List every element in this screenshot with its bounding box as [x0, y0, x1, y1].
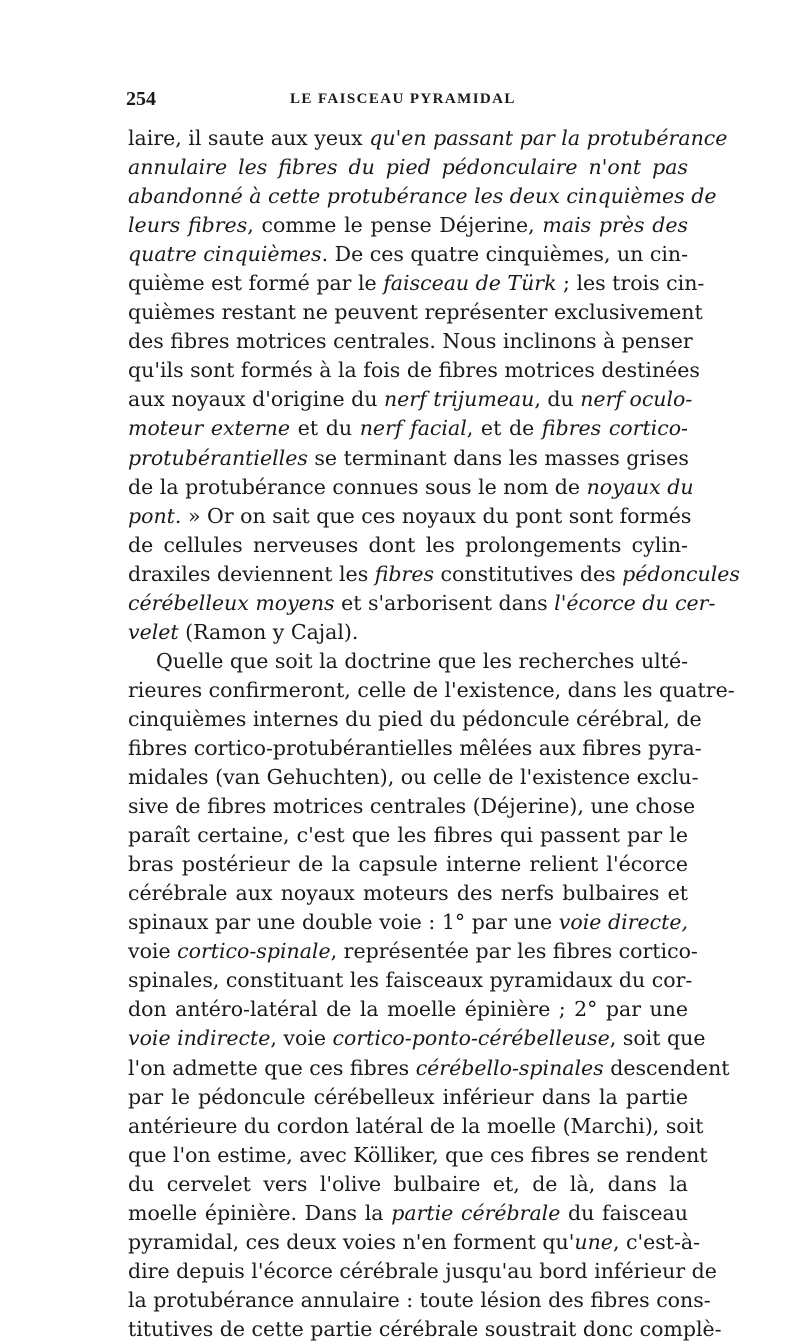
italic-text: mais près des: [542, 213, 688, 238]
italic-text: partie cérébrale: [391, 1200, 561, 1225]
text-span: , c'est-à-: [612, 1229, 701, 1254]
text-line: [128, 879, 688, 908]
text-line: [128, 995, 688, 1024]
text-span: cinquièmes internes du pied du pédoncule cérébral, de: [128, 706, 702, 731]
text-span: bras postérieur de la capsule interne relient l'écorce: [128, 852, 688, 877]
text-span: fibres cortico-protubérantielles mêlées aux fibres pyra-: [128, 735, 702, 760]
text-line: [128, 385, 693, 414]
italic-text: cérébello-spinales: [415, 1055, 604, 1080]
text-line: [128, 850, 688, 879]
running-head: LE FAISCEAU PYRAMIDAL: [290, 91, 516, 107]
text-line: [128, 908, 688, 937]
text-span: spinales, constituant les faisceaux pyramidaux du cor-: [128, 968, 693, 993]
text-span: antérieure du cordon latéral de la moelle (Marchi), soit: [128, 1113, 704, 1138]
italic-text: annulaire les fibres du pied pédonculaire n'ont pas: [128, 155, 688, 180]
italic-text: noyaux du: [586, 474, 694, 499]
text-span: don antéro-latéral de la moelle épinière ; 2° par une: [128, 997, 688, 1022]
italic-text: pont.: [128, 503, 182, 528]
text-line: [128, 1286, 711, 1315]
text-span: , soit que: [609, 1026, 706, 1051]
text-span: laire, il saute aux yeux: [128, 126, 370, 150]
text-line: [128, 937, 698, 966]
text-span: , comme le pense Déjerine,: [247, 213, 543, 238]
text-span: pyramidal, ces deux voies n'en forment qu': [128, 1229, 575, 1254]
text-span: des fibres motrices centrales. Nous inclinons à penser: [128, 329, 693, 354]
text-span: spinaux par une double voie : 1° par une: [128, 910, 559, 935]
text-line: [128, 1170, 688, 1199]
text-line: [128, 792, 696, 821]
text-span: se terminant dans les masses grises: [307, 445, 689, 470]
text-span: . De ces quatre cinquièmes, un cin-: [321, 242, 689, 267]
text-line: [128, 1083, 688, 1112]
text-span: , voie: [270, 1026, 333, 1051]
text-line: [128, 356, 700, 385]
text-span: (Ramon y Cajal).: [178, 619, 359, 644]
text-span: quième est formé par le: [128, 271, 384, 296]
italic-text: pédoncules: [622, 561, 740, 586]
text-line: [128, 473, 694, 502]
text-span: constitutives des: [433, 561, 623, 586]
text-span: , et de: [466, 416, 542, 441]
text-span: de la protubérance connues sous le nom de: [128, 474, 587, 499]
text-line: [128, 966, 693, 995]
italic-text: faisceau de Türk: [383, 271, 557, 296]
text-line: [128, 211, 688, 240]
page-number: 254: [126, 88, 156, 110]
text-span: par le pédoncule cérébelleux inférieur dans la partie: [128, 1084, 688, 1109]
text-line: [128, 705, 702, 734]
text-span: dire depuis l'écorce cérébrale jusqu'au bord inférieur de: [128, 1258, 717, 1283]
text-span: que l'on estime, avec Kölliker, que ces fibres se rendent: [128, 1142, 708, 1167]
italic-text: cérébelleux moyens: [128, 590, 335, 615]
italic-text: protubérantielles: [128, 445, 308, 470]
italic-text: cortico-spinale: [177, 939, 331, 964]
text-line: [128, 821, 688, 850]
text-line: [128, 153, 688, 182]
text-span: midales (van Gehuchten), ou celle de l'existence exclu-: [128, 765, 699, 790]
text-line: [128, 327, 693, 356]
text-line: [128, 124, 728, 153]
italic-text: nerf oculo-: [580, 387, 693, 412]
text-line: [128, 1141, 708, 1170]
text-span: , représentée par les fibres cortico-: [330, 939, 698, 964]
text-span: la protubérance annulaire : toute lésion des fibres cons-: [128, 1287, 711, 1312]
text-line: [128, 240, 688, 269]
text-line: [128, 618, 688, 647]
text-line: [128, 676, 735, 705]
text-span: moelle épinière. Dans la: [128, 1200, 392, 1225]
text-span: du faisceau: [560, 1200, 688, 1225]
text-line: [128, 182, 717, 211]
text-span: » Or on sait que ces noyaux du pont sont formés: [181, 503, 692, 528]
italic-text: l'écorce du cer-: [554, 590, 716, 615]
italic-text: quatre cinquièmes: [128, 242, 322, 267]
text-span: l'on admette que ces fibres: [128, 1055, 416, 1080]
text-span: sive de fibres motrices centrales (Déjerine), une chose: [128, 794, 696, 819]
text-span: voie: [128, 939, 178, 964]
text-line: [128, 763, 699, 792]
book-page: [118, 88, 740, 1341]
italic-text: cortico-ponto-cérébelleuse: [332, 1026, 610, 1051]
page-header: [118, 88, 678, 114]
text-span: du cervelet vers l'olive bulbaire et, de là, dans la: [128, 1171, 688, 1196]
text-span: qu'ils sont formés à la fois de fibres motrices destinées: [128, 358, 700, 383]
text-line: [128, 560, 740, 589]
text-line: [128, 444, 688, 473]
italic-text: fibres: [374, 561, 434, 586]
italic-text: nerf facial: [359, 416, 467, 441]
text-line: [128, 414, 688, 443]
italic-text: fibres cortico-: [541, 416, 688, 441]
text-span: descendent: [603, 1055, 730, 1080]
italic-text: une: [574, 1229, 613, 1254]
italic-text: leurs fibres: [128, 213, 248, 238]
text-line: [128, 1054, 730, 1083]
text-span: rieures confirmeront, celle de l'existence, dans les quatre-: [128, 677, 735, 702]
body-text: [128, 124, 740, 1344]
text-span: de cellules nerveuses dont les prolongements cylin-: [128, 532, 688, 557]
italic-text: nerf trijumeau: [383, 387, 535, 412]
text-span: cérébrale aux noyaux moteurs des nerfs bulbaires et: [128, 881, 688, 906]
text-line: [128, 589, 716, 618]
text-line: [128, 1199, 688, 1228]
text-line: [128, 1228, 701, 1257]
italic-text: voie directe,: [558, 910, 688, 935]
text-span: ; les trois cin-: [556, 271, 705, 296]
italic-text: voie indirecte: [128, 1026, 271, 1051]
text-line: [128, 647, 688, 676]
italic-text: qu'en passant par la protubérance: [369, 126, 728, 150]
text-span: , du: [534, 387, 581, 412]
text-line: [128, 1112, 704, 1141]
text-span: paraît certaine, c'est que les fibres qui passent par le: [128, 823, 688, 848]
text-line: [128, 531, 688, 560]
text-span: et du: [290, 416, 360, 441]
text-span: titutives de cette partie cérébrale soustrait donc complè-: [128, 1316, 722, 1341]
italic-text: abandonné à cette protubérance les deux cinquièmes de: [128, 184, 717, 209]
text-span: et s'arborisent dans: [334, 590, 555, 615]
text-line: [128, 1257, 717, 1286]
text-line: [128, 298, 703, 327]
text-span: draxiles deviennent les: [128, 561, 375, 586]
text-span: quièmes restant ne peuvent représenter exclusivement: [128, 300, 703, 325]
text-line: [128, 269, 705, 298]
text-span: aux noyaux d'origine du: [128, 387, 384, 412]
italic-text: moteur externe: [128, 416, 291, 441]
text-line: [128, 734, 702, 763]
italic-text: velet: [128, 619, 179, 644]
text-line: [128, 1315, 722, 1344]
text-line: [128, 502, 692, 531]
text-line: [128, 1024, 706, 1053]
text-span: Quelle que soit la doctrine que les recherches ulté-: [156, 648, 688, 673]
